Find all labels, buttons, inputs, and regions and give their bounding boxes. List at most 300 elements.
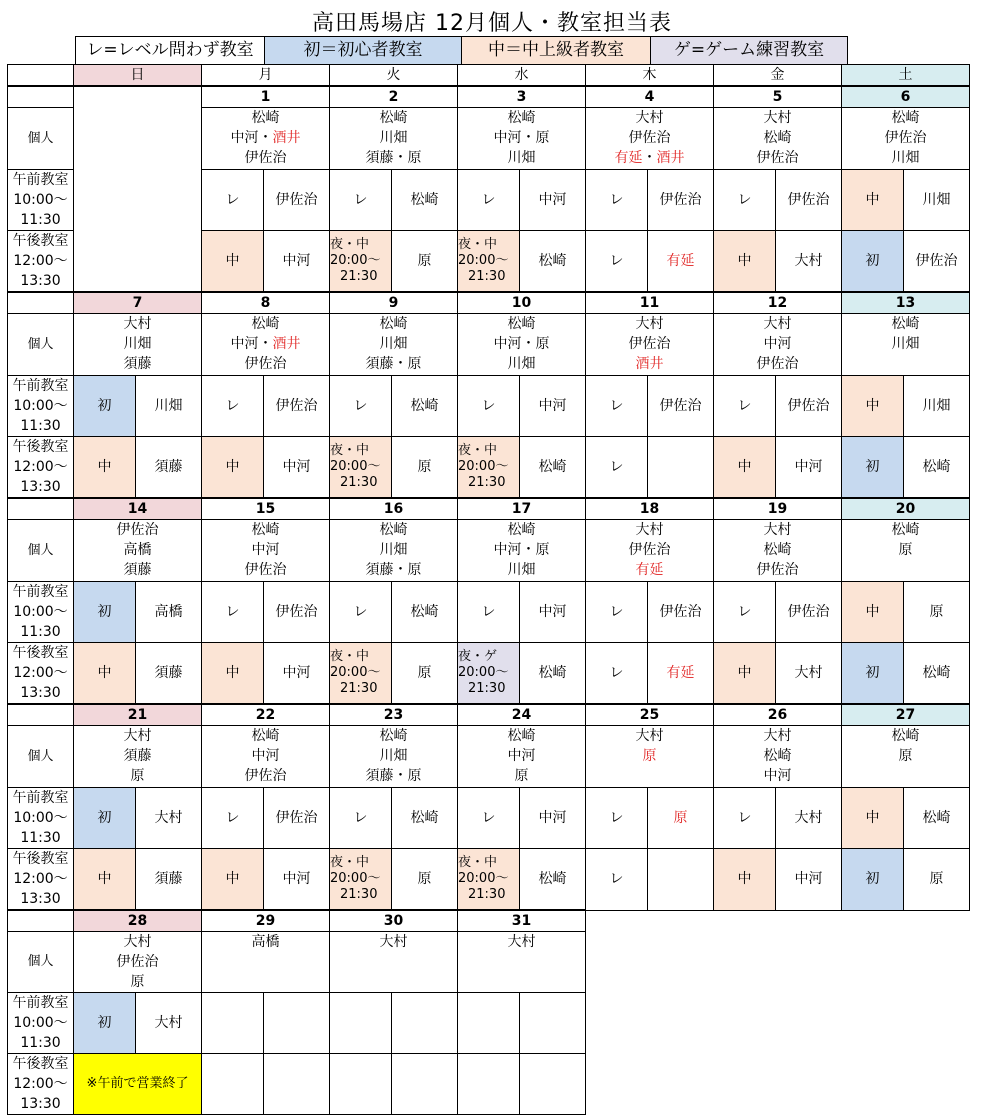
pm-class-type: 夜・中 20:00〜 21:30 xyxy=(330,437,392,499)
personal-cell xyxy=(842,520,970,582)
personal-cell xyxy=(458,932,586,993)
day-number: 28 xyxy=(74,910,202,932)
staff-name: 川畑 xyxy=(891,150,920,166)
staff-name: 松崎 xyxy=(507,316,536,332)
pm-class-type: 中 xyxy=(202,643,264,705)
legend-level-any: レ=レベル問わず教室 xyxy=(76,37,265,64)
staff-name: 大村 xyxy=(763,110,792,126)
staff-name: 松崎 xyxy=(379,728,408,744)
am-class-type: 初 xyxy=(74,788,136,849)
pm-class-type: 中 xyxy=(74,849,136,911)
pm-class-type: 初 xyxy=(842,437,904,499)
staff-name: 須藤 xyxy=(365,768,394,784)
pm-instructor: 原 xyxy=(904,849,970,911)
personal-cell xyxy=(714,726,842,788)
staff-name: 川畑 xyxy=(891,336,920,352)
am-class-type: レ xyxy=(586,376,648,437)
pm-class-type: 中 xyxy=(714,231,776,293)
staff-name: 原 xyxy=(642,748,657,764)
staff-name: 原 xyxy=(514,768,529,784)
personal-cell xyxy=(842,108,970,170)
am-class-type: 初 xyxy=(74,582,136,643)
personal-cell xyxy=(714,314,842,376)
pm-instructor: 松崎 xyxy=(904,437,970,499)
am-instructor: 松崎 xyxy=(392,170,458,231)
staff-name: 須藤 xyxy=(365,562,394,578)
day-number: 4 xyxy=(586,86,714,108)
staff-name: 伊佐治 xyxy=(628,130,671,146)
personal-cell xyxy=(74,314,202,376)
am-class-type: レ xyxy=(202,582,264,643)
personal-cell xyxy=(202,520,330,582)
day-number: 24 xyxy=(458,704,586,726)
am-instructor: 大村 xyxy=(136,788,202,849)
empty-cell xyxy=(842,932,970,993)
row-label-personal: 個人 xyxy=(8,932,74,993)
row-label-blank xyxy=(8,704,74,726)
legend-intermediate: 中＝中上級者教室 xyxy=(462,37,651,64)
day-number: 14 xyxy=(74,498,202,520)
am-instructor: 大村 xyxy=(136,993,202,1054)
row-label-personal: 個人 xyxy=(8,108,74,170)
pm-class-type: 初 xyxy=(842,643,904,705)
blank-day xyxy=(74,86,202,292)
personal-cell xyxy=(714,520,842,582)
day-number: 27 xyxy=(842,704,970,726)
staff-name: 須藤 xyxy=(365,356,394,372)
day-number: 18 xyxy=(586,498,714,520)
am-instructor: 伊佐治 xyxy=(264,788,330,849)
empty-cell xyxy=(586,910,714,932)
day-number: 6 xyxy=(842,86,970,108)
staff-name: 中河 xyxy=(230,336,259,352)
day-number: 7 xyxy=(74,292,202,314)
day-number: 8 xyxy=(202,292,330,314)
personal-cell xyxy=(586,314,714,376)
staff-name: 伊佐治 xyxy=(628,336,671,352)
staff-name: 中河 xyxy=(251,748,280,764)
pm-class-type: 中 xyxy=(74,643,136,705)
staff-name: 松崎 xyxy=(763,542,792,558)
am-class-type xyxy=(330,993,392,1054)
empty-cell xyxy=(842,1054,970,1115)
personal-cell xyxy=(458,314,586,376)
pm-class-type: 夜・中 20:00〜 21:30 xyxy=(330,231,392,293)
staff-name: 原 xyxy=(898,542,913,558)
staff-name: ・ xyxy=(393,562,408,578)
pm-class-type: 中 xyxy=(714,437,776,499)
staff-name: 川畑 xyxy=(123,336,152,352)
day-number: 25 xyxy=(586,704,714,726)
pm-class-type: レ xyxy=(586,849,648,911)
staff-name: 川畑 xyxy=(507,356,536,372)
row-label-personal: 個人 xyxy=(8,314,74,376)
staff-name: 松崎 xyxy=(379,522,408,538)
staff-name: 松崎 xyxy=(507,522,536,538)
pm-instructor: 中河 xyxy=(776,849,842,911)
am-instructor: 伊佐治 xyxy=(648,582,714,643)
empty-cell xyxy=(714,993,842,1054)
am-instructor: 伊佐治 xyxy=(264,376,330,437)
personal-cell xyxy=(330,932,458,993)
am-instructor: 松崎 xyxy=(392,582,458,643)
am-instructor: 高橋 xyxy=(136,582,202,643)
day-number: 29 xyxy=(202,910,330,932)
pm-instructor: 有延 xyxy=(648,231,714,293)
am-class-type: レ xyxy=(458,376,520,437)
personal-cell xyxy=(330,314,458,376)
staff-name: 須藤 xyxy=(123,748,152,764)
pm-class-type: 中 xyxy=(714,643,776,705)
pm-instructor xyxy=(648,437,714,499)
am-instructor: 松崎 xyxy=(392,788,458,849)
page-title: 高田馬場店 12月個人・教室担当表 xyxy=(312,11,672,36)
personal-cell xyxy=(586,726,714,788)
staff-name: 酒井 xyxy=(656,150,685,166)
staff-name: 松崎 xyxy=(251,316,280,332)
personal-cell xyxy=(202,932,330,993)
day-number: 19 xyxy=(714,498,842,520)
staff-name: 有延 xyxy=(614,150,643,166)
personal-cell xyxy=(202,108,330,170)
am-class-type xyxy=(202,993,264,1054)
pm-class-type: 初 xyxy=(842,849,904,911)
day-name-0: 日 xyxy=(74,65,202,87)
staff-name: 伊佐治 xyxy=(756,356,799,372)
staff-name: 酒井 xyxy=(272,336,301,352)
am-instructor: 伊佐治 xyxy=(648,170,714,231)
staff-name: 高橋 xyxy=(123,542,152,558)
pm-instructor: 須藤 xyxy=(136,437,202,499)
am-instructor xyxy=(264,993,330,1054)
empty-cell xyxy=(842,910,970,932)
personal-cell xyxy=(458,520,586,582)
am-instructor xyxy=(392,993,458,1054)
personal-cell xyxy=(202,726,330,788)
pm-instructor: 原 xyxy=(392,849,458,911)
staff-name: 大村 xyxy=(379,934,408,950)
empty-cell xyxy=(714,932,842,993)
personal-cell xyxy=(202,314,330,376)
staff-name: 原 xyxy=(407,150,422,166)
row-label-pm: 午後教室 12:00〜 13:30 xyxy=(8,437,74,499)
staff-name: 松崎 xyxy=(763,748,792,764)
staff-name: 大村 xyxy=(123,316,152,332)
pm-instructor xyxy=(264,1054,330,1115)
am-class-type: レ xyxy=(330,788,392,849)
staff-name: ・ xyxy=(393,768,408,784)
am-class-type: レ xyxy=(202,170,264,231)
am-class-type: 初 xyxy=(74,376,136,437)
staff-name: 原 xyxy=(130,768,145,784)
staff-name: 伊佐治 xyxy=(244,562,287,578)
am-instructor: 伊佐治 xyxy=(648,376,714,437)
staff-name: 酒井 xyxy=(272,130,301,146)
staff-name: 伊佐治 xyxy=(244,768,287,784)
row-label-am: 午前教室 10:00〜 11:30 xyxy=(8,170,74,231)
pm-instructor: 須藤 xyxy=(136,849,202,911)
staff-name: 川畑 xyxy=(379,130,408,146)
staff-name: 川畑 xyxy=(507,562,536,578)
staff-name: 川畑 xyxy=(379,748,408,764)
pm-class-type: 中 xyxy=(202,231,264,293)
am-class-type: レ xyxy=(330,376,392,437)
staff-name: 大村 xyxy=(635,110,664,126)
am-instructor: 伊佐治 xyxy=(776,170,842,231)
pm-instructor: 大村 xyxy=(776,643,842,705)
day-number: 31 xyxy=(458,910,586,932)
day-number: 22 xyxy=(202,704,330,726)
day-name-5: 金 xyxy=(714,65,842,87)
staff-name: 原 xyxy=(898,748,913,764)
staff-name: 中河 xyxy=(763,768,792,784)
staff-name: 原 xyxy=(535,542,550,558)
personal-cell xyxy=(330,726,458,788)
am-class-type: レ xyxy=(586,582,648,643)
row-label-blank xyxy=(8,86,74,108)
pm-instructor: 中河 xyxy=(264,437,330,499)
staff-name: 松崎 xyxy=(891,728,920,744)
pm-instructor: 大村 xyxy=(776,231,842,293)
staff-name: 中河 xyxy=(493,336,522,352)
pm-class-type: 夜・中 20:00〜 21:30 xyxy=(330,643,392,705)
day-number: 2 xyxy=(330,86,458,108)
staff-name: 中河 xyxy=(493,542,522,558)
am-instructor: 原 xyxy=(904,582,970,643)
staff-name: 中河 xyxy=(763,336,792,352)
am-class-type: レ xyxy=(458,170,520,231)
staff-name: 松崎 xyxy=(251,110,280,126)
staff-name: 松崎 xyxy=(379,316,408,332)
staff-name: 中河 xyxy=(507,748,536,764)
pm-note: ※午前で営業終了 xyxy=(74,1054,202,1115)
pm-class-type: 夜・中 20:00〜 21:30 xyxy=(458,849,520,911)
pm-instructor: 中河 xyxy=(264,643,330,705)
pm-class-type: 夜・中 20:00〜 21:30 xyxy=(330,849,392,911)
day-number: 15 xyxy=(202,498,330,520)
schedule-table xyxy=(7,64,970,1115)
pm-class-type: 夜・中 20:00〜 21:30 xyxy=(458,231,520,293)
day-number: 23 xyxy=(330,704,458,726)
day-number: 13 xyxy=(842,292,970,314)
row-label-am: 午前教室 10:00〜 11:30 xyxy=(8,788,74,849)
day-number: 30 xyxy=(330,910,458,932)
pm-class-type: 中 xyxy=(74,437,136,499)
pm-class-type: 夜・中 20:00〜 21:30 xyxy=(458,437,520,499)
pm-instructor: 松崎 xyxy=(520,849,586,911)
pm-instructor: 原 xyxy=(392,437,458,499)
pm-instructor: 須藤 xyxy=(136,643,202,705)
staff-name: 松崎 xyxy=(763,130,792,146)
day-number: 21 xyxy=(74,704,202,726)
day-number: 5 xyxy=(714,86,842,108)
am-instructor: 伊佐治 xyxy=(776,582,842,643)
am-class-type: レ xyxy=(458,582,520,643)
pm-instructor xyxy=(520,1054,586,1115)
day-number: 3 xyxy=(458,86,586,108)
day-name-3: 水 xyxy=(458,65,586,87)
staff-name: ・ xyxy=(258,336,273,352)
day-number: 17 xyxy=(458,498,586,520)
am-instructor: 伊佐治 xyxy=(776,376,842,437)
row-label-am: 午前教室 10:00〜 11:30 xyxy=(8,993,74,1054)
am-class-type: レ xyxy=(458,788,520,849)
staff-name: 伊佐治 xyxy=(756,562,799,578)
day-name-6: 土 xyxy=(842,65,970,87)
staff-name: 大村 xyxy=(763,316,792,332)
staff-name: ・ xyxy=(521,336,536,352)
staff-name: 松崎 xyxy=(507,728,536,744)
staff-name: 中河 xyxy=(251,542,280,558)
am-class-type: レ xyxy=(714,582,776,643)
row-label-blank xyxy=(8,910,74,932)
staff-name: 大村 xyxy=(123,934,152,950)
staff-name: 大村 xyxy=(635,522,664,538)
day-number: 1 xyxy=(202,86,330,108)
staff-name: 高橋 xyxy=(251,934,280,950)
am-instructor: 伊佐治 xyxy=(264,170,330,231)
personal-cell xyxy=(586,108,714,170)
am-class-type: レ xyxy=(714,170,776,231)
staff-name: 中河 xyxy=(230,130,259,146)
am-class-type: 中 xyxy=(842,788,904,849)
row-label-am: 午前教室 10:00〜 11:30 xyxy=(8,376,74,437)
row-label-am: 午前教室 10:00〜 11:30 xyxy=(8,582,74,643)
am-class-type: レ xyxy=(330,170,392,231)
personal-cell xyxy=(330,520,458,582)
am-instructor: 原 xyxy=(648,788,714,849)
pm-instructor: 松崎 xyxy=(904,643,970,705)
pm-instructor: 原 xyxy=(392,643,458,705)
personal-cell xyxy=(74,932,202,993)
personal-cell xyxy=(586,520,714,582)
day-number: 9 xyxy=(330,292,458,314)
row-label-pm: 午後教室 12:00〜 13:30 xyxy=(8,1054,74,1115)
staff-name: 大村 xyxy=(635,316,664,332)
am-class-type: レ xyxy=(586,788,648,849)
empty-cell xyxy=(842,993,970,1054)
pm-instructor xyxy=(648,849,714,911)
row-label-pm: 午後教室 12:00〜 13:30 xyxy=(8,849,74,911)
staff-name: 松崎 xyxy=(251,728,280,744)
legend-beginner: 初＝初心者教室 xyxy=(265,37,462,64)
staff-name: 松崎 xyxy=(379,110,408,126)
staff-name: 松崎 xyxy=(251,522,280,538)
staff-name: 松崎 xyxy=(891,316,920,332)
pm-class-type: 中 xyxy=(202,437,264,499)
staff-name: 松崎 xyxy=(891,522,920,538)
pm-class-type: 夜・ゲ 20:00〜 21:30 xyxy=(458,643,520,705)
legend-game: ゲ=ゲーム練習教室 xyxy=(651,37,847,64)
personal-cell xyxy=(74,726,202,788)
pm-class-type xyxy=(458,1054,520,1115)
row-label-personal: 個人 xyxy=(8,520,74,582)
staff-name: 中河 xyxy=(493,130,522,146)
am-instructor: 大村 xyxy=(776,788,842,849)
am-instructor xyxy=(520,993,586,1054)
staff-name: 原 xyxy=(130,974,145,990)
pm-instructor: 中河 xyxy=(776,437,842,499)
staff-name: 大村 xyxy=(763,522,792,538)
staff-name: 原 xyxy=(407,562,422,578)
personal-cell xyxy=(458,108,586,170)
pm-instructor: 中河 xyxy=(264,231,330,293)
empty-cell xyxy=(586,993,714,1054)
personal-cell xyxy=(842,314,970,376)
staff-name: 松崎 xyxy=(891,110,920,126)
staff-name: ・ xyxy=(521,130,536,146)
staff-name: 川畑 xyxy=(379,336,408,352)
personal-cell xyxy=(842,726,970,788)
am-instructor: 川畑 xyxy=(136,376,202,437)
am-class-type xyxy=(458,993,520,1054)
day-name-2: 火 xyxy=(330,65,458,87)
corner-cell xyxy=(8,65,74,87)
staff-name: 原 xyxy=(407,768,422,784)
staff-name: 松崎 xyxy=(507,110,536,126)
staff-name: 酒井 xyxy=(635,356,664,372)
day-number: 26 xyxy=(714,704,842,726)
staff-name: 原 xyxy=(535,130,550,146)
staff-name: ・ xyxy=(393,150,408,166)
staff-name: 有延 xyxy=(635,562,664,578)
am-class-type: レ xyxy=(202,376,264,437)
row-label-pm: 午後教室 12:00〜 13:30 xyxy=(8,231,74,293)
staff-name: 伊佐治 xyxy=(244,356,287,372)
am-instructor: 川畑 xyxy=(904,170,970,231)
day-number: 20 xyxy=(842,498,970,520)
am-class-type: 中 xyxy=(842,376,904,437)
staff-name: ・ xyxy=(521,542,536,558)
pm-class-type: 初 xyxy=(842,231,904,293)
am-instructor: 中河 xyxy=(520,582,586,643)
am-class-type: 初 xyxy=(74,993,136,1054)
empty-cell xyxy=(714,1054,842,1115)
am-class-type: レ xyxy=(586,170,648,231)
staff-name: 川畑 xyxy=(507,150,536,166)
staff-name: 伊佐治 xyxy=(884,130,927,146)
staff-name: 川畑 xyxy=(379,542,408,558)
pm-instructor: 松崎 xyxy=(520,437,586,499)
pm-class-type xyxy=(330,1054,392,1115)
day-number: 10 xyxy=(458,292,586,314)
pm-class-type: レ xyxy=(586,437,648,499)
row-label-pm: 午後教室 12:00〜 13:30 xyxy=(8,643,74,705)
am-class-type: レ xyxy=(714,376,776,437)
personal-cell xyxy=(330,108,458,170)
personal-cell xyxy=(458,726,586,788)
pm-instructor: 原 xyxy=(392,231,458,293)
am-instructor: 中河 xyxy=(520,788,586,849)
pm-class-type: レ xyxy=(586,643,648,705)
row-label-blank xyxy=(8,292,74,314)
staff-name: 須藤 xyxy=(123,562,152,578)
pm-instructor: 中河 xyxy=(264,849,330,911)
day-name-4: 木 xyxy=(586,65,714,87)
personal-cell xyxy=(714,108,842,170)
am-instructor: 松崎 xyxy=(392,376,458,437)
am-instructor: 松崎 xyxy=(904,788,970,849)
pm-class-type: 中 xyxy=(202,849,264,911)
day-name-1: 月 xyxy=(202,65,330,87)
staff-name: 須藤 xyxy=(365,150,394,166)
staff-name: ・ xyxy=(258,130,273,146)
staff-name: ・ xyxy=(393,356,408,372)
pm-instructor: 松崎 xyxy=(520,231,586,293)
empty-cell xyxy=(586,932,714,993)
row-label-personal: 個人 xyxy=(8,726,74,788)
am-instructor: 中河 xyxy=(520,170,586,231)
